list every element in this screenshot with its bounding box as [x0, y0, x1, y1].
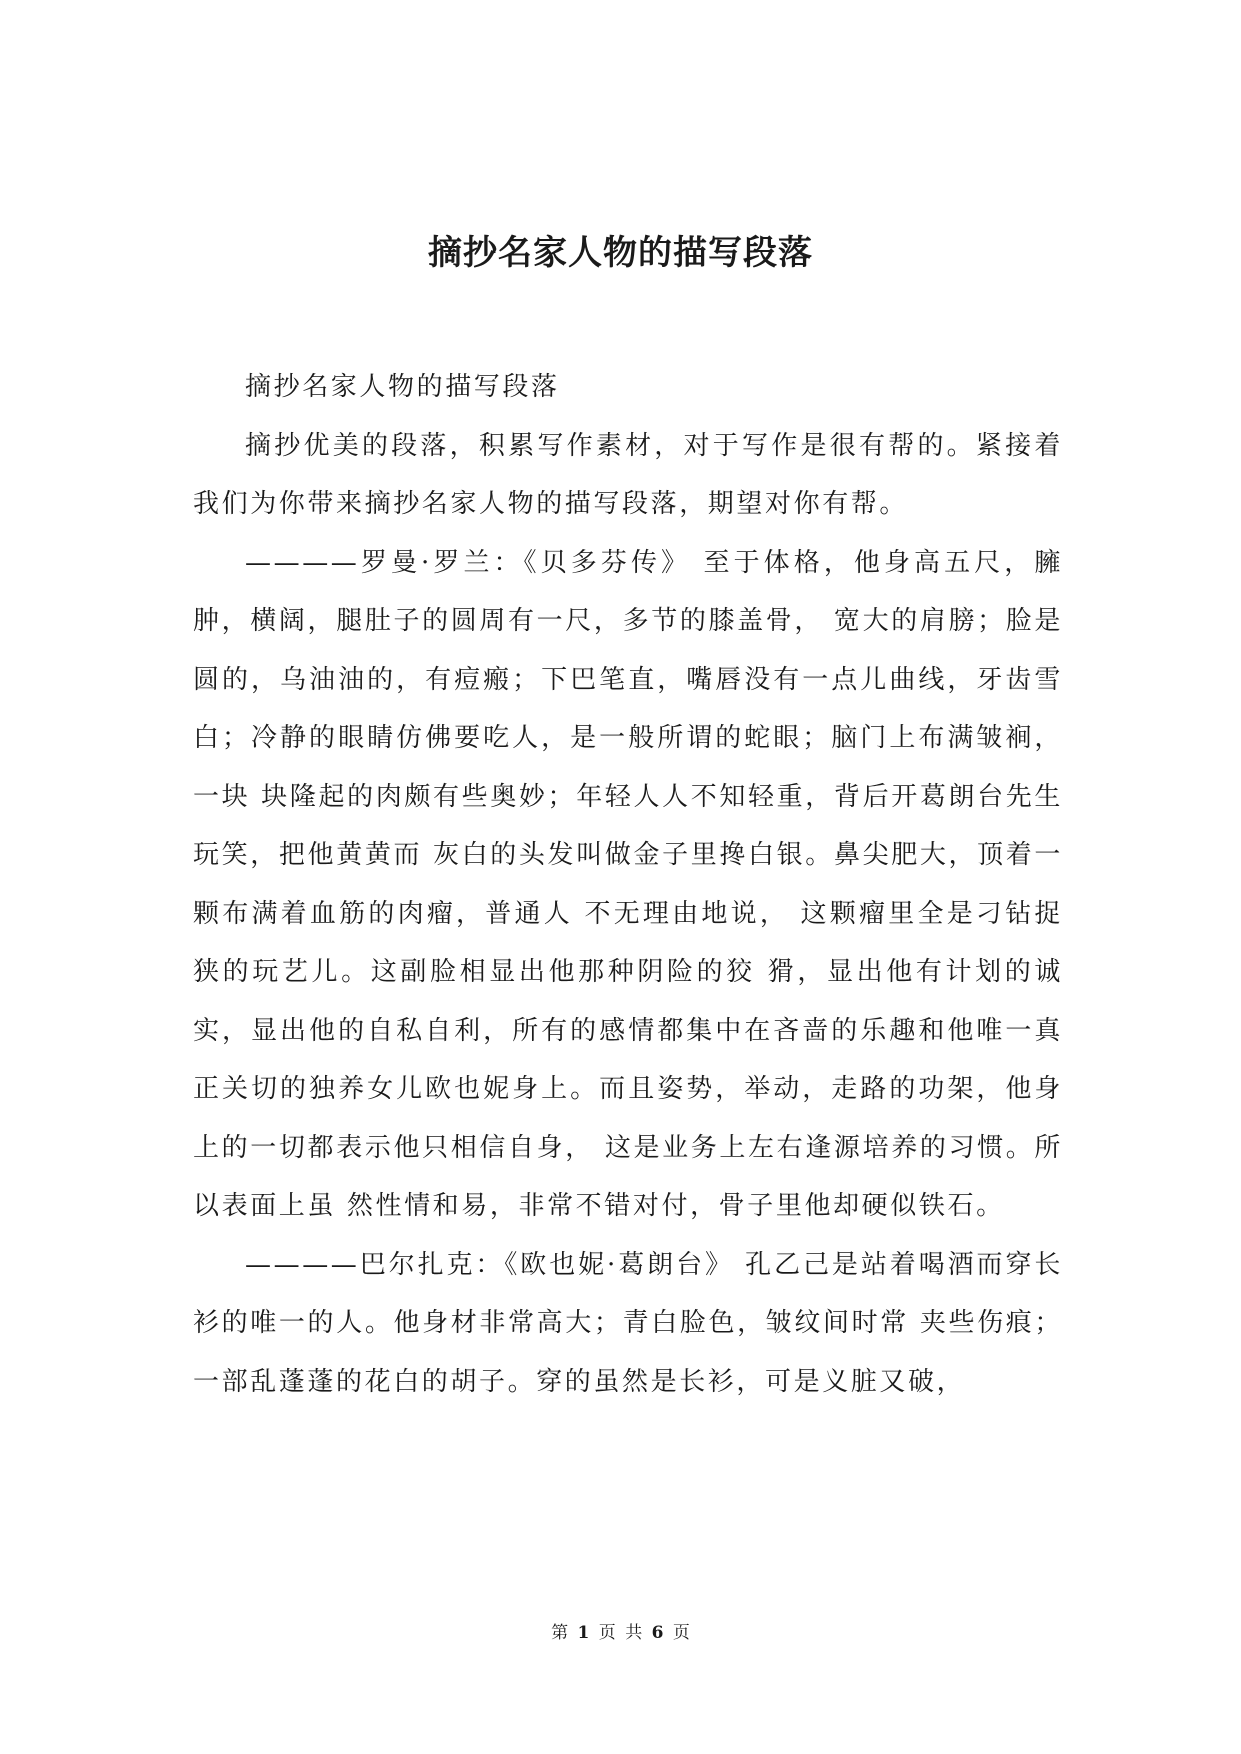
footer-middle: 页 共 [598, 1623, 643, 1643]
page-total: 6 [651, 1623, 664, 1643]
footer-suffix: 页 [672, 1623, 690, 1643]
paragraph-excerpt-2: ————巴尔扎克：《欧也妮·葛朗台》 孔乙己是站着喝酒而穿长衫的唯一的人。他身材非常高大；青白脸色，皱纹间时常 夹些伤痕；一部乱蓬蓬的花白的胡子。穿的虽然是长衫，可是义脏又破， [193, 1249, 1063, 1397]
paragraph-intro: 摘抄优美的段落，积累写作素材，对于写作是很有帮的。紧接着我们为你带来摘抄名家人物的描写段落，期望对你有帮。 [193, 430, 1063, 519]
paragraph-subtitle: 摘抄名家人物的描写段落 [245, 372, 560, 402]
paragraph-excerpt-1: ————罗曼·罗兰：《贝多芬传》 至于体格，他身高五尺，臃肿，横阔，腿肚子的圆周有一尺，多节的膝盖骨， 宽大的肩膀；脸是圆的，乌油油的，有痘瘢；下巴笔直，嘴唇没有一点儿曲线，牙齿雪白；冷静的眼睛仿佛要吃人，是一般所谓的蛇眼；脑门上布满皱裥，一块 块隆起的肉颇有些奥妙；年轻人人不知轻重，背后开葛朗台先生玩笑，把他黄黄而 灰白的头发叫做金子里搀白银。鼻尖肥大，顶着一颗布满着血筋的肉瘤，普通人 不无理由地说， 这颗瘤里全是刁钻捉狭的玩艺儿。这副脸相显出他那种阴险的狡 猾，显出他有计划的诚实，显出他的自私自利，所有的感情都集中在吝啬的乐趣和他唯一真正关切的独养女儿欧也妮身上。而且姿势，举动，走路的功架，他身 上的一切都表示他只相信自身， 这是业务上左右逢源培养的习惯。所以表面上虽 然性情和易，非常不错对付，骨子里他却硬似铁石。 [193, 547, 1063, 1221]
page-footer [0, 1618, 1241, 1643]
page-number: 1 [577, 1623, 590, 1643]
footer-prefix: 第 [551, 1623, 569, 1643]
document-title: 摘抄名家人物的描写段落 [428, 233, 813, 273]
document-body [193, 358, 1063, 1411]
